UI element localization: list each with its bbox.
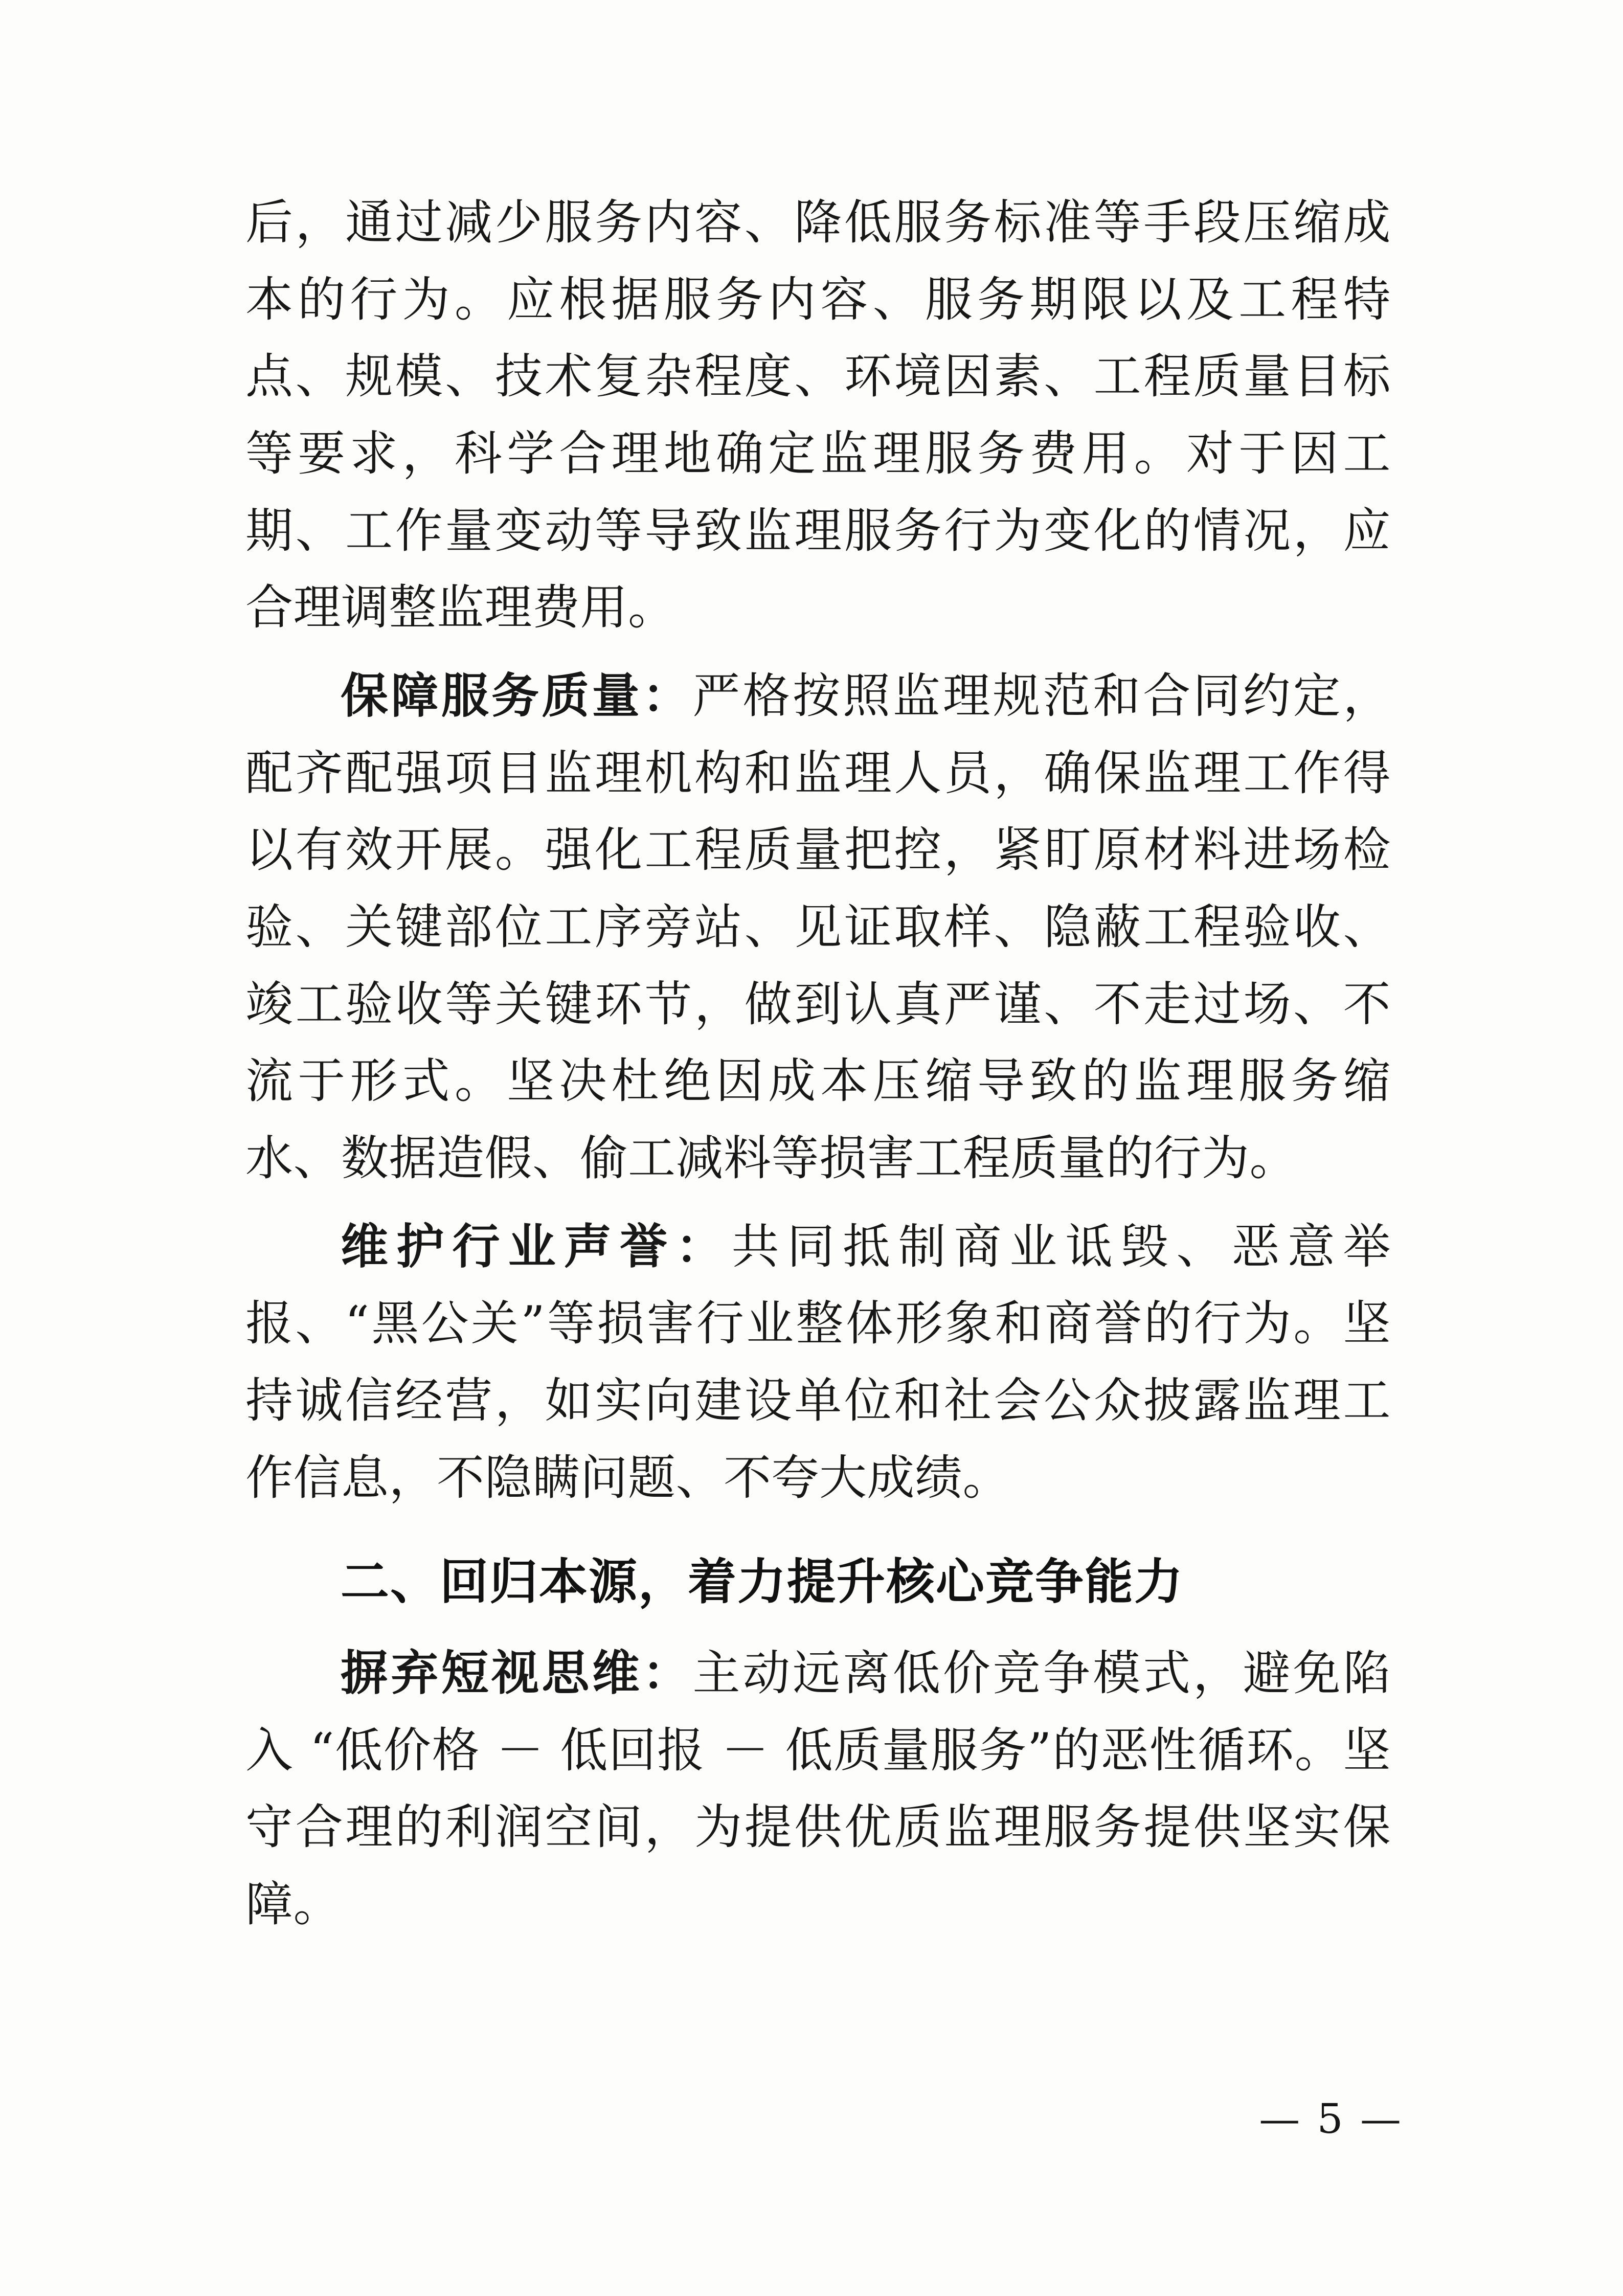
paragraph-text: 严格按照监理规范和合同约定，配齐配强项目监理机构和监理人员，确保监理工作得以有效开展。强化工程质量把控，紧盯原材料进场检验、关键部位工序旁站、见证取样、隐蔽工程验收、竣工验收等关键环节，做到认真严谨、不走过场、不流于形式。坚决杜绝因成本压缩导致的监理服务缩水、数据造假、偷工减料等损害工程质量的行为。 <box>245 668 1391 1186</box>
paragraph-lead-in: 保障服务质量： <box>341 667 693 724</box>
paragraph-quality-assurance <box>245 658 1391 1197</box>
paragraph-continuation <box>245 184 1391 646</box>
paragraph-text: 后，通过减少服务内容、降低服务标准等手段压缩成本的行为。应根据服务内容、服务期限以及工程特点、规模、技术复杂程度、环境因素、工程质量目标等要求，科学合理地确定监理服务费用。对于因工期、工作量变动等导致监理服务行为变化的情况，应合理调整监理费用。 <box>245 195 1391 636</box>
paragraph-text: 共同抵制商业诋毁、恶意举报、“黑公关”等损害行业整体形象和商誉的行为。坚持诚信经营，如实向建设单位和社会公众披露监理工作信息，不隐瞒问题、不夸大成绩。 <box>245 1219 1391 1505</box>
section-heading-two: 二、回归本源，着力提升核心竞争能力 <box>341 1554 1184 1611</box>
page-body <box>245 184 1391 1954</box>
page-number: — 5 — <box>1259 2095 1403 2143</box>
paragraph-industry-reputation <box>245 1208 1391 1517</box>
paragraph-abandon-shortsighted-thinking <box>245 1635 1391 1943</box>
paragraph-text: 主动远离低价竞争模式，避免陷入 “低价格 － 低回报 － 低质量服务”的恶性循环。坚守合理的利润空间，为提供优质监理服务提供坚实保障。 <box>245 1646 1391 1932</box>
paragraph-lead-in: 摒弃短视思维： <box>341 1645 693 1701</box>
paragraph-lead-in: 维护行业声誉： <box>341 1218 732 1274</box>
